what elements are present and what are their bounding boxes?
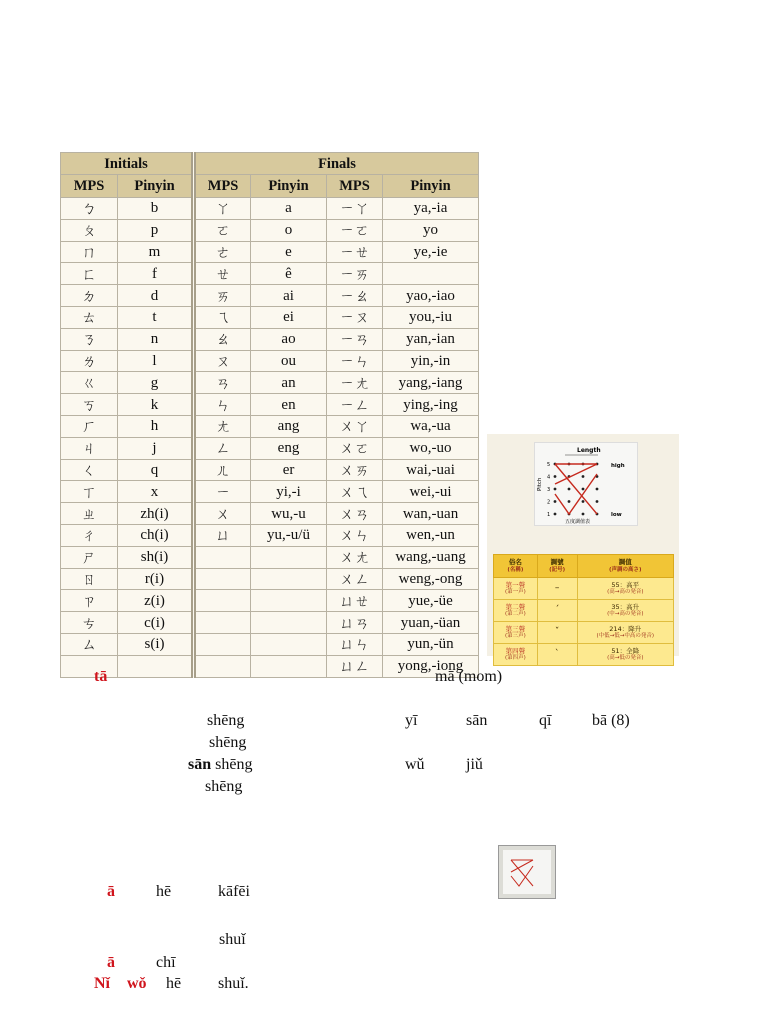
thumbnail-diagram xyxy=(503,850,551,894)
tone-row xyxy=(494,578,674,600)
mps-cell: ㄧㄚ xyxy=(327,198,383,220)
grid-dot xyxy=(582,475,585,478)
col-pinyin: Pinyin xyxy=(251,175,327,198)
mps-cell: ㄟ xyxy=(194,306,251,328)
mps-cell: ㄧㄣ xyxy=(327,350,383,372)
tone-mark: – xyxy=(537,578,577,600)
table-row xyxy=(61,415,479,437)
pinyin-cell: c(i) xyxy=(118,612,194,634)
tone-value: 214：降升 (中低→低→中高の発音) xyxy=(577,622,673,644)
tone4-line xyxy=(555,464,597,514)
col-mps: MPS xyxy=(327,175,383,198)
tone-row xyxy=(494,622,674,644)
word-chi: chī xyxy=(156,954,176,971)
pinyin-cell xyxy=(251,655,327,677)
tone-pitch-chart xyxy=(534,442,638,526)
word-kafei: kāfēi xyxy=(218,883,250,900)
mps-cell: ㄧㄝ xyxy=(327,241,383,263)
word-shui: shuǐ xyxy=(219,931,246,948)
pinyin-cell: yao,-iao xyxy=(383,285,479,307)
table-row xyxy=(61,590,479,612)
y-ticks xyxy=(547,462,550,518)
mps-cell: ㄜ xyxy=(194,241,251,263)
mps-cell: ㄆ xyxy=(61,219,118,241)
table-row xyxy=(61,503,479,525)
table-row xyxy=(61,219,479,241)
mps-cell: ㄩㄢ xyxy=(327,612,383,634)
pinyin-cell: you,-iu xyxy=(383,306,479,328)
pinyin-cell: sh(i) xyxy=(118,546,194,568)
tone-name: 第一聲 (第一声) xyxy=(494,578,538,600)
word-san-sheng: sān shēng xyxy=(188,756,253,773)
pinyin-cell: ê xyxy=(251,263,327,285)
pinyin-cell: wei,-ui xyxy=(383,481,479,503)
pinyin-cell: r(i) xyxy=(118,568,194,590)
table-row xyxy=(61,285,479,307)
grid-dot xyxy=(554,488,557,491)
grid-dot xyxy=(582,500,585,503)
grid-dot xyxy=(568,488,571,491)
word-a: ā xyxy=(107,954,115,971)
mps-cell xyxy=(194,568,251,590)
word-wu: wǔ xyxy=(405,756,425,773)
pinyin-cell: ye,-ie xyxy=(383,241,479,263)
tone-name: 第四聲 (第四声) xyxy=(494,644,538,666)
pinyin-cell: yo xyxy=(383,219,479,241)
col-pinyin: Pinyin xyxy=(118,175,194,198)
pinyin-cell xyxy=(251,590,327,612)
tone-header: 調號 (記号) xyxy=(537,555,577,578)
word-jiu: jiǔ xyxy=(466,756,483,773)
table-row xyxy=(61,394,479,416)
pinyin-cell xyxy=(118,655,194,677)
mps-cell: ㄐ xyxy=(61,437,118,459)
mps-cell: ㄡ xyxy=(194,350,251,372)
grid-dot xyxy=(596,500,599,503)
pinyin-cell: b xyxy=(118,198,194,220)
mps-cell: ㄨㄛ xyxy=(327,437,383,459)
pinyin-cell: ch(i) xyxy=(118,524,194,546)
pinyin-cell: ei xyxy=(251,306,327,328)
grid-dot xyxy=(554,500,557,503)
pinyin-cell: yue,-üe xyxy=(383,590,479,612)
pinyin-cell: wai,-uai xyxy=(383,459,479,481)
table-row xyxy=(61,350,479,372)
high-label: high xyxy=(611,463,625,469)
mps-cell: ㄨㄥ xyxy=(327,568,383,590)
tone-row xyxy=(494,600,674,622)
low-label: low xyxy=(611,512,622,518)
initials-header: Initials xyxy=(61,153,194,175)
mps-cell: ㄨㄤ xyxy=(327,546,383,568)
mps-cell: ㄠ xyxy=(194,328,251,350)
chart-caption: 五度調值表 xyxy=(565,519,591,525)
pinyin-cell: eng xyxy=(251,437,327,459)
grid-dot xyxy=(582,488,585,491)
word-a: ā xyxy=(107,883,115,900)
pinyin-cell: yu,-u/ü xyxy=(251,524,327,546)
pinyin-cell: ang xyxy=(251,415,327,437)
mps-cell: ㄓ xyxy=(61,503,118,525)
mps-cell: ㄙ xyxy=(61,633,118,655)
tone-figure xyxy=(487,434,679,661)
mps-cell: ㄊ xyxy=(61,306,118,328)
grid-dot xyxy=(568,500,571,503)
mps-cell: ㄞ xyxy=(194,285,251,307)
pinyin-cell: q xyxy=(118,459,194,481)
pinyin-cell: n xyxy=(118,328,194,350)
pinyin-cell: yun,-ün xyxy=(383,633,479,655)
pinyin-cell: wu,-u xyxy=(251,503,327,525)
pinyin-cell: f xyxy=(118,263,194,285)
mps-cell: ㄑ xyxy=(61,459,118,481)
mps-cell: ㄇ xyxy=(61,241,118,263)
pinyin-cell: en xyxy=(251,394,327,416)
pinyin-cell: wen,-un xyxy=(383,524,479,546)
pinyin-cell: e xyxy=(251,241,327,263)
word-wo: wǒ xyxy=(127,975,147,992)
mps-cell: ㄍ xyxy=(61,372,118,394)
mps-cell: ㄈ xyxy=(61,263,118,285)
y-tick-label: 2 xyxy=(547,499,551,506)
grid-dot xyxy=(596,488,599,491)
pinyin-cell xyxy=(251,612,327,634)
pinyin-cell: j xyxy=(118,437,194,459)
mps-cell xyxy=(61,655,118,677)
word-ba: bā (8) xyxy=(592,712,630,729)
table-row xyxy=(61,263,479,285)
pinyin-cell: yi,-i xyxy=(251,481,327,503)
pinyin-cell xyxy=(383,263,479,285)
mps-cell: ㄤ xyxy=(194,415,251,437)
pinyin-cell: yang,-iang xyxy=(383,372,479,394)
word-he: hē xyxy=(166,975,182,992)
mps-cell: ㄦ xyxy=(194,459,251,481)
mps-cell: ㄒ xyxy=(61,481,118,503)
pinyin-cell: wang,-uang xyxy=(383,546,479,568)
mps-cell: ㄧㄤ xyxy=(327,372,383,394)
pinyin-cell: weng,-ong xyxy=(383,568,479,590)
mps-cell: ㄩ xyxy=(194,524,251,546)
word-san: sān xyxy=(466,712,488,729)
mps-cell: ㄧㄡ xyxy=(327,306,383,328)
word-ni: Nǐ xyxy=(94,975,110,992)
pinyin-cell: yin,-in xyxy=(383,350,479,372)
pinyin-cell: ou xyxy=(251,350,327,372)
table-row xyxy=(61,481,479,503)
pinyin-cell: wa,-ua xyxy=(383,415,479,437)
chart-title: Length xyxy=(577,447,601,454)
mps-cell: ㄘ xyxy=(61,612,118,634)
tone-mark: ˊ xyxy=(537,600,577,622)
word-sheng: shēng xyxy=(205,778,243,795)
mps-cell: ㄧㄢ xyxy=(327,328,383,350)
mps-cell: ㄝ xyxy=(194,263,251,285)
pinyin-cell: an xyxy=(251,372,327,394)
pinyin-cell: wo,-uo xyxy=(383,437,479,459)
mps-cell xyxy=(194,655,251,677)
mps-cell: ㄥ xyxy=(194,437,251,459)
mps-cell: ㄌ xyxy=(61,350,118,372)
grid-dot xyxy=(554,513,557,516)
mps-cell: ㄨㄞ xyxy=(327,459,383,481)
mps-cell: ㄩㄥ xyxy=(327,655,383,677)
mps-cell: ㄣ xyxy=(194,394,251,416)
tone-mark: ˇ xyxy=(537,622,577,644)
tone-name: 第二聲 (第二声) xyxy=(494,600,538,622)
col-mps: MPS xyxy=(194,175,251,198)
pinyin-cell: o xyxy=(251,219,327,241)
pinyin-cell: t xyxy=(118,306,194,328)
pinyin-cell xyxy=(251,546,327,568)
tone-value: 35：高升 (中→高の発音) xyxy=(577,600,673,622)
table-row xyxy=(61,633,479,655)
mps-cell: ㄚ xyxy=(194,198,251,220)
mps-cell: ㄧ xyxy=(194,481,251,503)
word-sheng: shēng xyxy=(209,734,247,751)
mps-cell: ㄔ xyxy=(61,524,118,546)
tone-mark: ˋ xyxy=(537,644,577,666)
pinyin-cell: yong,-iong xyxy=(383,655,479,677)
mps-cell: ㄧㄞ xyxy=(327,263,383,285)
table-row xyxy=(61,437,479,459)
pinyin-cell: x xyxy=(118,481,194,503)
tone-header: 俗名 (名稱) xyxy=(494,555,538,578)
bopomofo-pinyin-table xyxy=(60,152,479,678)
table-row xyxy=(61,241,479,263)
table-row xyxy=(61,655,479,677)
mps-cell: ㄨㄟ xyxy=(327,481,383,503)
mps-cell xyxy=(194,546,251,568)
pinyin-cell: wan,-uan xyxy=(383,503,479,525)
pitch-diagram xyxy=(535,443,637,525)
mps-cell: ㄕ xyxy=(61,546,118,568)
table-row xyxy=(61,306,479,328)
table-row xyxy=(61,459,479,481)
pinyin-cell: ya,-ia xyxy=(383,198,479,220)
table-row xyxy=(61,524,479,546)
table-row xyxy=(61,546,479,568)
mps-cell: ㄩㄝ xyxy=(327,590,383,612)
mps-cell: ㄧㄥ xyxy=(327,394,383,416)
grid-dot xyxy=(554,475,557,478)
tone-chart-thumbnail xyxy=(498,845,556,899)
table-body xyxy=(61,198,479,678)
pinyin-cell: s(i) xyxy=(118,633,194,655)
mps-cell: ㄨㄢ xyxy=(327,503,383,525)
mps-cell xyxy=(194,612,251,634)
pinyin-cell: yuan,-üan xyxy=(383,612,479,634)
pinyin-cell xyxy=(251,633,327,655)
tone3-line xyxy=(555,474,597,514)
tone-value: 51：全降 (高→低の発音) xyxy=(577,644,673,666)
word-sheng: shēng xyxy=(207,712,245,729)
mps-cell: ㄛ xyxy=(194,219,251,241)
table-row xyxy=(61,198,479,220)
mps-cell: ㄏ xyxy=(61,415,118,437)
tone-header: 調值 (声調の高さ) xyxy=(577,555,673,578)
y-axis-label: Pitch xyxy=(537,477,543,491)
pinyin-cell: ai xyxy=(251,285,327,307)
y-tick-label: 1 xyxy=(547,512,551,518)
table-row xyxy=(61,568,479,590)
pinyin-cell: er xyxy=(251,459,327,481)
col-mps: MPS xyxy=(61,175,118,198)
pinyin-cell: g xyxy=(118,372,194,394)
pinyin-cell: ao xyxy=(251,328,327,350)
word-shui: shuǐ. xyxy=(218,975,249,992)
pinyin-cell: zh(i) xyxy=(118,503,194,525)
mps-cell: ㄖ xyxy=(61,568,118,590)
mps-cell: ㄋ xyxy=(61,328,118,350)
grid-dot xyxy=(582,513,585,516)
y-tick-label: 5 xyxy=(547,462,551,468)
table-row xyxy=(61,612,479,634)
word-qi: qī xyxy=(539,712,552,729)
mps-cell: ㄨㄣ xyxy=(327,524,383,546)
pinyin-cell: ying,-ing xyxy=(383,394,479,416)
tone-table xyxy=(493,554,674,666)
pinyin-cell xyxy=(251,568,327,590)
tone-name: 第三聲 (第三声) xyxy=(494,622,538,644)
tone-value: 55：高平 (高→高の発音) xyxy=(577,578,673,600)
mps-cell: ㄅ xyxy=(61,198,118,220)
mps-cell xyxy=(194,590,251,612)
tone-table-body xyxy=(494,578,674,666)
mps-cell xyxy=(194,633,251,655)
mps-cell: ㄩㄣ xyxy=(327,633,383,655)
mps-cell: ㄧㄛ xyxy=(327,219,383,241)
table-row xyxy=(61,372,479,394)
word-yi: yī xyxy=(405,712,418,729)
mps-cell: ㄧㄠ xyxy=(327,285,383,307)
pinyin-cell: l xyxy=(118,350,194,372)
mps-cell: ㄢ xyxy=(194,372,251,394)
mps-cell: ㄨㄚ xyxy=(327,415,383,437)
pinyin-cell: d xyxy=(118,285,194,307)
finals-header: Finals xyxy=(194,153,479,175)
pinyin-cell: a xyxy=(251,198,327,220)
tone-row xyxy=(494,644,674,666)
word-ma: mā (mom) xyxy=(435,668,503,685)
pinyin-cell: p xyxy=(118,219,194,241)
mps-cell: ㄎ xyxy=(61,394,118,416)
y-tick-label: 3 xyxy=(547,487,551,493)
pinyin-cell: h xyxy=(118,415,194,437)
pinyin-cell: yan,-ian xyxy=(383,328,479,350)
pinyin-cell: z(i) xyxy=(118,590,194,612)
word-he: hē xyxy=(156,883,172,900)
mps-cell: ㄗ xyxy=(61,590,118,612)
word-ta: tā xyxy=(94,668,108,685)
pinyin-cell: m xyxy=(118,241,194,263)
col-pinyin: Pinyin xyxy=(383,175,479,198)
table-row xyxy=(61,328,479,350)
pinyin-cell: k xyxy=(118,394,194,416)
mps-cell: ㄨ xyxy=(194,503,251,525)
mps-cell: ㄉ xyxy=(61,285,118,307)
y-tick-label: 4 xyxy=(547,474,551,481)
tone2-line xyxy=(555,464,597,484)
